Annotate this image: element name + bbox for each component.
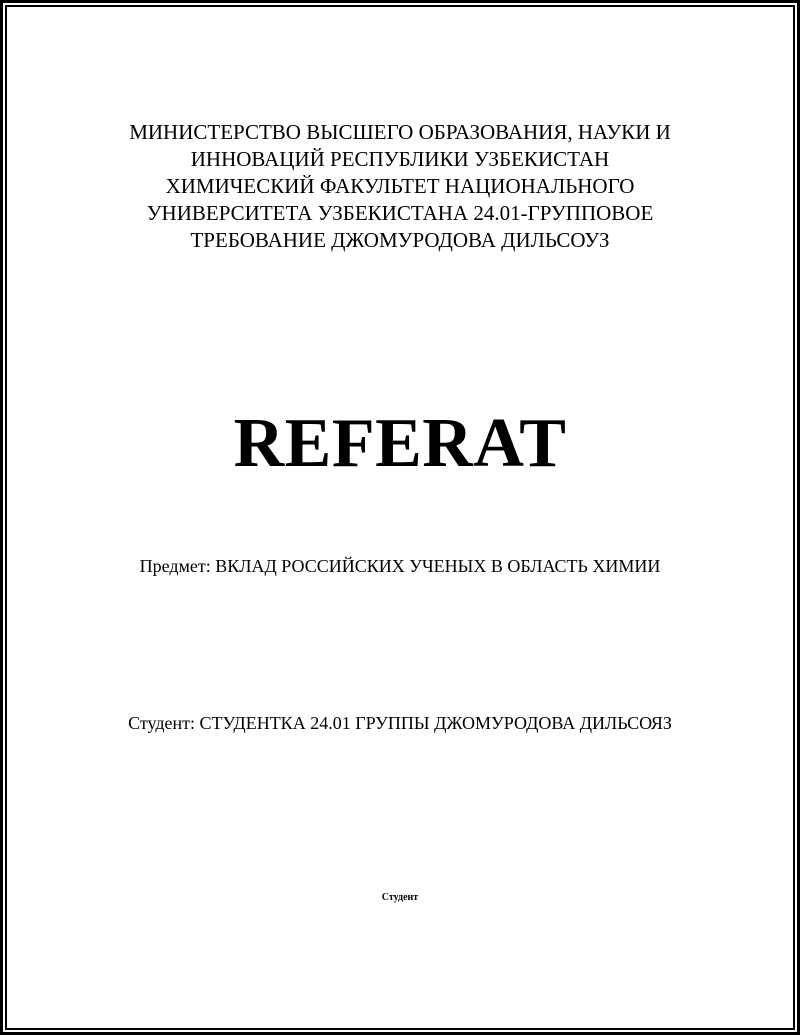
institution-header [0,119,800,254]
header-line: ИННОВАЦИЙ РЕСПУБЛИКИ УЗБЕКИСТАН [190,147,610,171]
header-line: УНИВЕРСИТЕТА УЗБЕКИСТАНА 24.01-ГРУППОВОЕ [146,201,654,225]
header-line: ХИМИЧЕСКИЙ ФАКУЛЬТЕТ НАЦИОНАЛЬНОГО [165,174,635,198]
document-title: REFERAT [233,405,567,482]
student-line: Студент: СТУДЕНТКА 24.01 ГРУППЫ ДЖОМУРОДОВА ДИЛЬСОЯЗ [128,713,672,733]
header-line: МИНИСТЕРСТВО ВЫСШЕГО ОБРАЗОВАНИЯ, НАУКИ И [129,120,671,144]
footer-student-label: Студент [381,892,419,903]
subject-line: Предмет: ВКЛАД РОССИЙСКИХ УЧЕНЫХ В ОБЛАСТЬ ХИМИИ [139,556,661,576]
header-line: ТРЕБОВАНИЕ ДЖОМУРОДОВА ДИЛЬСОУЗ [190,228,610,252]
